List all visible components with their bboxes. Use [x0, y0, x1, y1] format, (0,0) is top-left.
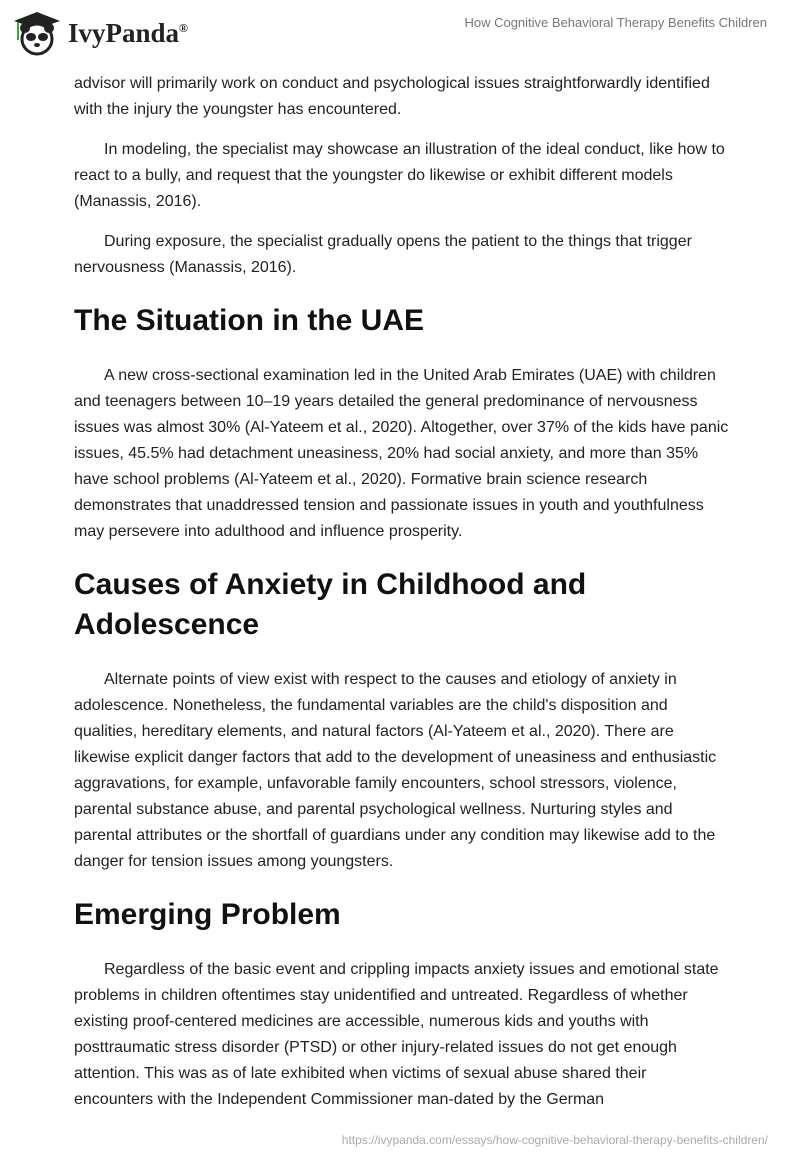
paragraph: During exposure, the specialist gradually opens the patient to the things that trigger nervousness (Manassis, 2016). — [74, 233, 692, 276]
paragraph: In modeling, the specialist may showcase an illustration of the ideal conduct, like how to react to a bully, and request that the youngster do likewise or exhibit different models (Manassis, 2016). — [74, 141, 725, 210]
document-title: How Cognitive Behavioral Therapy Benefits Children — [464, 15, 767, 30]
essay-content — [74, 71, 730, 1127]
page-header — [0, 0, 800, 60]
ivypanda-logo[interactable] — [12, 10, 188, 56]
registered-mark: ® — [179, 20, 189, 35]
section-heading: Causes of Anxiety in Childhood and Adolescence — [74, 568, 587, 641]
paragraph: Regardless of the basic event and crippling impacts anxiety issues and emotional state problems in children oftentimes stay unidentified and untreated. Regardless of whether existing proof-centered medicines are accessible, numerous kids and youths with posttraumatic stress disorder (PTSD) or other injury-related issues do not get enough attention. This was as of late exhibited when victims of sexual abuse shared their encounters with the Independent Commissioner man-dated by the German — [74, 961, 719, 1108]
page-url[interactable]: https://ivypanda.com/essays/how-cognitive-behavioral-therapy-benefits-children/ — [341, 1133, 768, 1147]
panda-graduate-icon — [12, 10, 62, 56]
paragraph: advisor will primarily work on conduct and psychological issues straightforwardly identified with the injury the youngster has encountered. — [74, 75, 710, 118]
paragraph: Alternate points of view exist with respect to the causes and etiology of anxiety in adolescence. Nonetheless, the fundamental variables are the child's disposition and qualities, hereditary elements, and natural factors (Al-Yateem et al., 2020). There are likewise explicit danger factors that add to the development of uneasiness and enthusiastic aggravations, for example, unfavorable family encounters, school stressors, violence, parental substance abuse, and parental psychological wellness. Nurturing styles and parental attributes or the shortfall of guardians under any condition may likewise add to the danger for tension issues among youngsters. — [74, 671, 717, 870]
section-heading: Emerging Problem — [74, 898, 341, 931]
section-heading: The Situation in the UAE — [74, 304, 424, 337]
brand-name: IvyPanda — [68, 17, 180, 48]
paragraph: A new cross-sectional examination led in the United Arab Emirates (UAE) with children and teenagers between 10–19 years detailed the general predominance of nervousness issues was almost 30% (Al-Yateem et al., 2020). Altogether, over 37% of the kids have panic issues, 45.5% had detachment uneasiness, 20% had social anxiety, and more than 35% have school problems (Al-Yateem et al., 2020). Formative brain science research demonstrates that unaddressed tension and passionate issues in youth and youthfulness may persevere into adulthood and influence prosperity. — [74, 367, 729, 540]
